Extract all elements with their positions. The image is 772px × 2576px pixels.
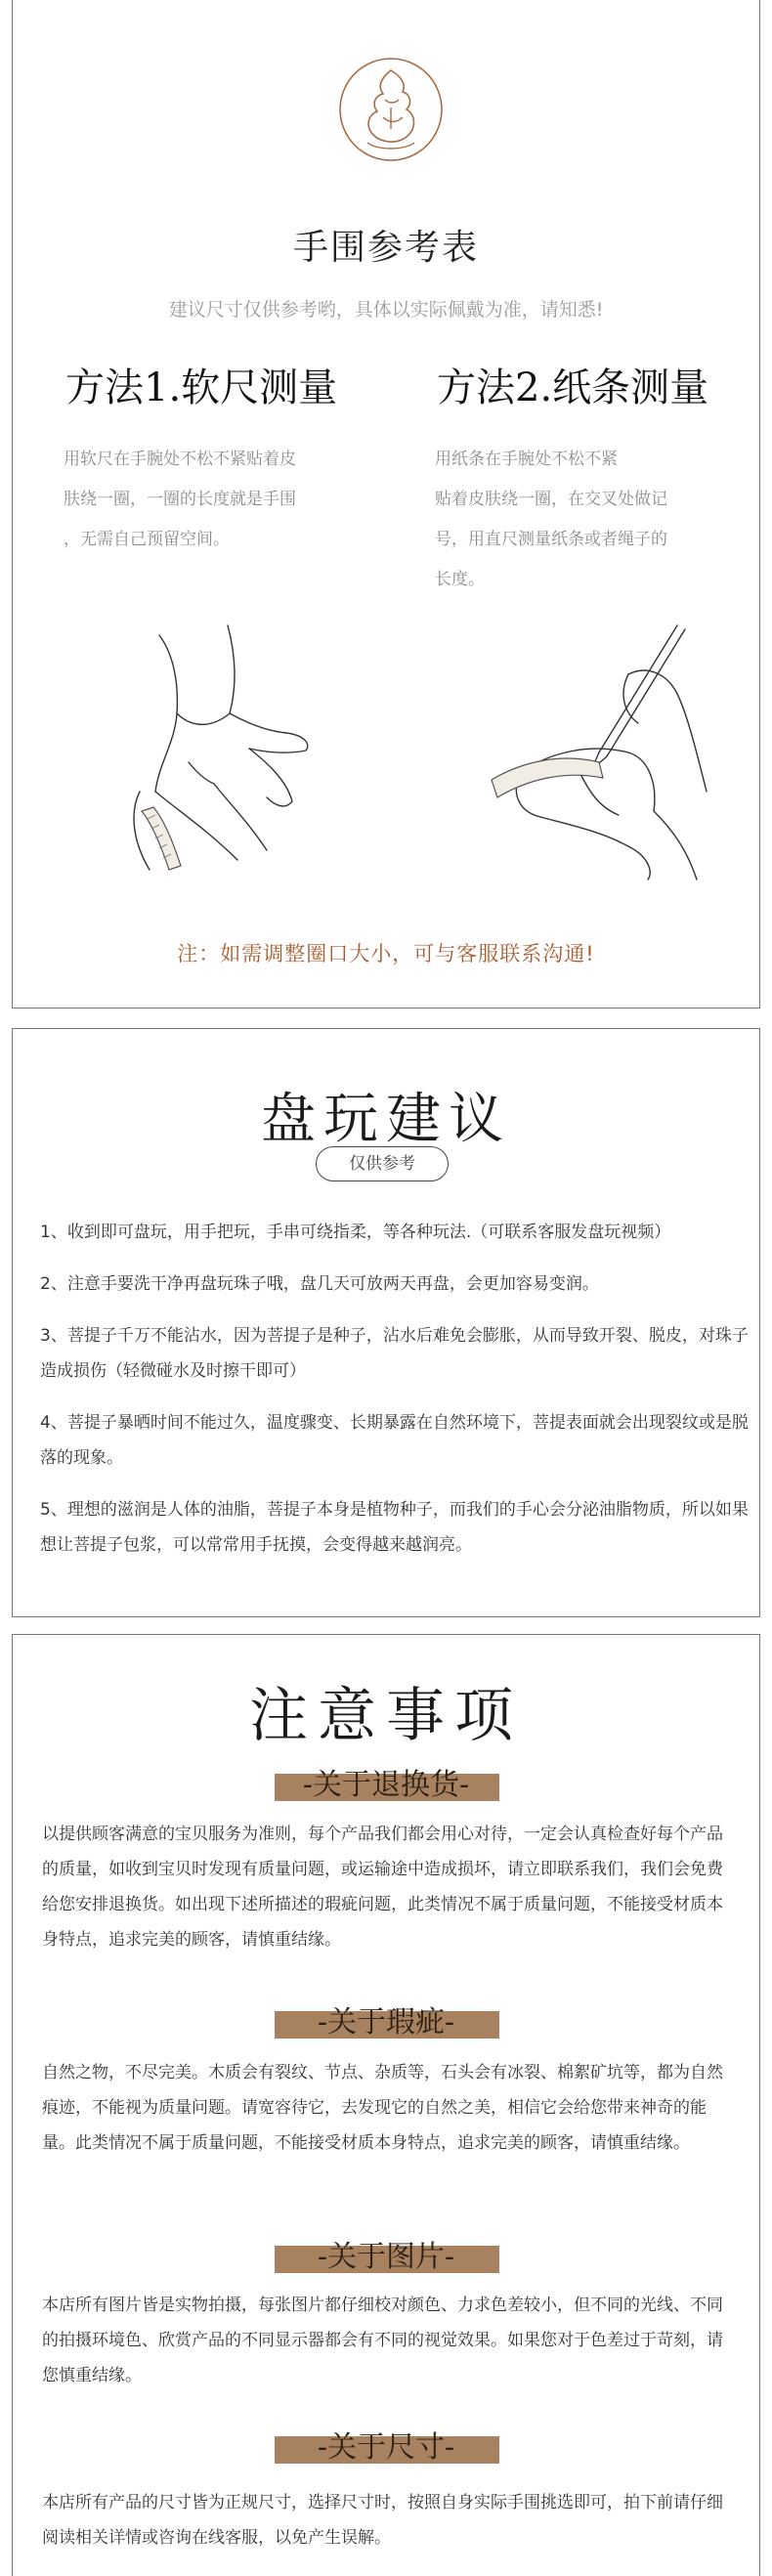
method2-line: 号，用直尺测量纸条或者绳子的 [435, 530, 667, 549]
section-heading-text: 关于图片 [327, 2240, 445, 2274]
play-title: 盘玩建议 [261, 1088, 511, 1151]
sizing-warning: 注：如需调整圈口大小，可与客服联系沟通! [177, 942, 595, 966]
tip-item: 4、菩提子暴晒时间不能过久，温度骤变、长期暴露在自然环境下，菩提表面就会出现裂纹或是脱落的现象。 [40, 1413, 749, 1468]
section-heading: -关于图片- [317, 2240, 455, 2274]
method1-line: ，无需自己预留空间。 [64, 530, 230, 549]
play-tips-list [40, 1215, 753, 1579]
method1-line: 肤绕一圈，一圈的长度就是手围 [64, 490, 296, 509]
sizing-note: 建议尺寸仅供参考哟，具体以实际佩戴为准，请知悉! [168, 299, 604, 321]
method2-description [435, 440, 667, 600]
section-heading-text: 关于退换货 [313, 1768, 459, 1802]
reference-badge: 仅供参考 [316, 1146, 449, 1181]
method2-line: 用纸条在手腕处不松不紧 [435, 450, 618, 469]
section-heading-text: 关于尺寸 [327, 2430, 445, 2465]
tip-item: 2、注意手要洗干净再盘玩珠子哦，盘几天可放两天再盘，会更加容易变润。 [40, 1274, 599, 1294]
method1-description [64, 440, 296, 560]
section-text: 本店所有产品的尺寸皆为正规尺寸，选择尺寸时，按照自身实际手围挑选即可，拍下前请仔细阅读相关详情或咨询在线客服，以免产生误解。 [42, 2493, 723, 2548]
notice-title: 注意事项 [249, 1682, 523, 1750]
method1-title: 方法1.软尺测量 [65, 365, 338, 410]
section-text: 本店所有图片皆是实物拍摄，每张图片都仔细校对颜色、力求色差较小，但不同的光线、不同的拍摄环境色、欣赏产品的不同显示器都会有不同的视觉效果。如果您对于色差过于苛刻，请您慎重结缘。 [42, 2296, 723, 2385]
method2-title: 方法2.纸条测量 [437, 365, 709, 410]
method2-line: 长度。 [435, 570, 485, 589]
tape-measure-hand-sketch [120, 616, 345, 889]
method1-line: 用软尺在手腕处不松不紧贴着皮 [64, 450, 296, 469]
tip-item: 5、理想的滋润是人体的油脂，菩提子本身是植物种子，而我们的手心会分泌油脂物质，所以如果想让菩提子包浆，可以常常用手抚摸，会变得越来越润亮。 [40, 1500, 749, 1555]
section-heading: -关于尺寸- [317, 2430, 455, 2465]
method2-line: 贴着皮肤绕一圈，在交叉处做记 [435, 490, 667, 509]
buddha-logo-icon [338, 57, 444, 162]
tip-item: 3、菩提子千万不能沾水，因为菩提子是种子，沾水后难免会膨胀，从而导致开裂、脱皮，对珠子造成损伤（轻微碰水及时擦干即可） [40, 1326, 749, 1381]
section-heading-text: 关于瑕疵 [327, 2005, 445, 2039]
play-panel [12, 1028, 760, 1617]
section-text: 自然之物，不尽完美。木质会有裂纹、节点、杂质等，石头会有冰裂、棉絮矿坑等，都为自然痕迹，不能视为质量问题。请宽容待它，去发现它的自然之美，相信它会给您带来神奇的能量。此类情况不属于质量问题，不能接受材质本身特点，追求完美的顾客，请慎重结缘。 [42, 2063, 723, 2153]
section-text: 以提供顾客满意的宝贝服务为准则，每个产品我们都会用心对待，一定会认真检查好每个产品的质量，如收到宝贝时发现有质量问题，或运输途中造成损坏，请立即联系我们，我们会免费给您安排退换货。如出现下述所描述的瑕疵问题，此类情况不属于质量问题，不能接受材质本身特点，追求完美的顾客，请慎重结缘。 [42, 1825, 723, 1950]
paper-strip-hand-sketch [482, 616, 716, 889]
sizing-title: 手围参考表 [292, 228, 479, 268]
tip-item: 1、收到即可盘玩，用手把玩，手串可绕指柔，等各种玩法.（可联系客服发盘玩视频） [40, 1223, 671, 1242]
notice-panel [12, 1634, 760, 2576]
sizing-panel [12, 0, 760, 1009]
section-heading: -关于瑕疵- [317, 2005, 455, 2039]
section-heading: -关于退换货- [302, 1768, 470, 1802]
